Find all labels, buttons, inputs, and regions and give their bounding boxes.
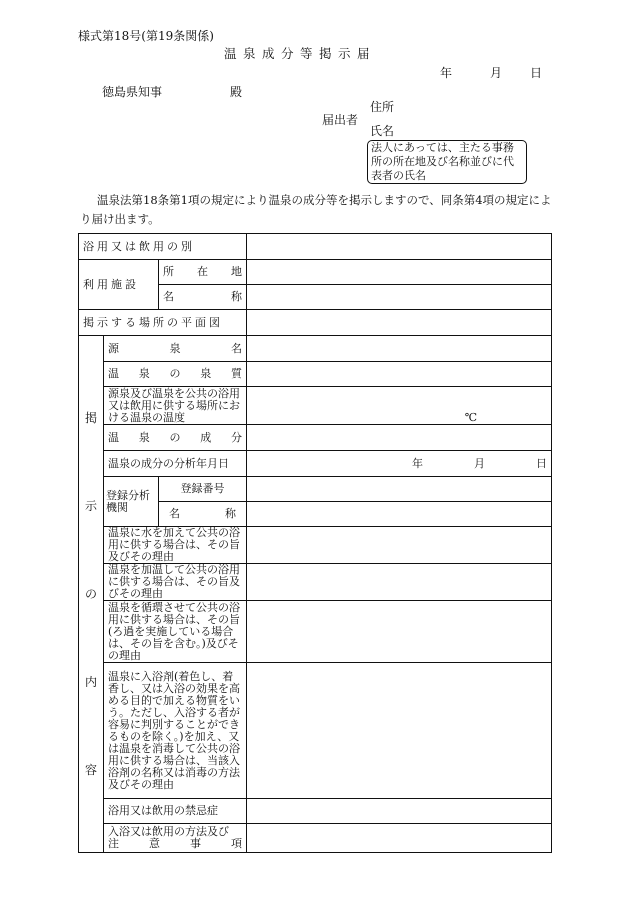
table-row bbox=[79, 824, 552, 853]
display-place-plan-label: 掲示する場所の平面図 bbox=[79, 310, 247, 336]
date-month: 月 bbox=[490, 66, 503, 80]
heated-field[interactable] bbox=[247, 564, 552, 601]
table-row bbox=[79, 564, 552, 601]
table-row bbox=[79, 527, 552, 564]
source-name-field[interactable] bbox=[247, 336, 552, 362]
celsius-unit: ℃ bbox=[464, 411, 477, 424]
bath-agent-field[interactable] bbox=[247, 663, 552, 799]
table-row bbox=[79, 663, 552, 799]
table-row bbox=[79, 310, 552, 336]
address-label: 住所 bbox=[370, 100, 395, 114]
registration-number-label: 登録番号 bbox=[159, 477, 247, 502]
date-year: 年 bbox=[440, 66, 453, 80]
bath-or-drink-label: 浴用又は飲用の別 bbox=[79, 234, 247, 260]
table-row bbox=[79, 336, 552, 362]
table-row bbox=[79, 425, 552, 451]
table-row bbox=[79, 799, 552, 824]
table-row bbox=[79, 387, 552, 425]
water-added-label: 温泉に水を加えて公共の浴用に供する場合は、その旨及びその理由 bbox=[104, 527, 247, 564]
method-notes-field[interactable] bbox=[247, 824, 552, 853]
table-row bbox=[79, 477, 552, 502]
source-name-label: 源 泉 名 bbox=[104, 336, 247, 362]
date-day: 日 bbox=[530, 66, 543, 80]
water-added-field[interactable] bbox=[247, 527, 552, 564]
circulated-field[interactable] bbox=[247, 601, 552, 663]
temperature-label: 源泉及び温泉を公共の浴用又は飲用に供する場所における温泉の温度 bbox=[104, 387, 247, 425]
applicant-label: 届出者 bbox=[322, 113, 359, 127]
corporate-note: 法人にあっては、主たる事務所の所在地及び名称並びに代表者の氏名 bbox=[367, 140, 527, 184]
facility-name-field[interactable] bbox=[247, 285, 552, 310]
temperature-field[interactable] bbox=[247, 387, 552, 425]
analysis-day: 日 bbox=[536, 456, 547, 470]
table-row bbox=[79, 451, 552, 477]
registered-agency-label: 登録分析機関 bbox=[104, 477, 159, 527]
bath-agent-label: 温泉に入浴剤(着色し、着香し、又は入浴の効果を高める目的で加える物質をいう。ただし、入浴する者が容易に判別することができるものを除く。)を加え、又は温泉を消毒して公共の浴用に供する場合は、当該入浴剤の名称又は消毒の方法及びその理由 bbox=[104, 663, 247, 799]
facility-location-label: 所 在 地 bbox=[159, 260, 247, 285]
registration-number-field[interactable] bbox=[247, 477, 552, 502]
contraindications-field[interactable] bbox=[247, 799, 552, 824]
analysis-date-label: 温泉の成分の分析年月日 bbox=[104, 451, 247, 477]
contraindications-label: 浴用又は飲用の禁忌症 bbox=[104, 799, 247, 824]
circulated-label: 温泉を循環させて公共の浴用に供する場合は、その旨(ろ過を実施している場合は、その旨を含む。)及びその理由 bbox=[104, 601, 247, 663]
analysis-month: 月 bbox=[474, 456, 485, 470]
content-label: 掲 示 の 内 容 bbox=[79, 336, 104, 853]
analysis-year: 年 bbox=[412, 456, 423, 470]
name-label: 氏名 bbox=[370, 124, 395, 138]
method-notes-label: 入浴又は飲用の方法及び 注 意 事 項 bbox=[104, 824, 247, 853]
notification-table bbox=[78, 233, 552, 853]
table-row bbox=[79, 234, 552, 260]
body-text: 温泉法第18条第1項の規定により温泉の成分等を掲示しますので、同条第4項の規定により届け出ます。 bbox=[80, 193, 552, 226]
table-row bbox=[79, 260, 552, 285]
table-row bbox=[79, 362, 552, 387]
components-field[interactable] bbox=[247, 425, 552, 451]
components-label: 温 泉 の 成 分 bbox=[104, 425, 247, 451]
spring-quality-field[interactable] bbox=[247, 362, 552, 387]
facility-location-field[interactable] bbox=[247, 260, 552, 285]
analysis-date-field[interactable] bbox=[247, 451, 552, 477]
display-place-plan-field[interactable] bbox=[247, 310, 552, 336]
honorific: 殿 bbox=[230, 85, 243, 99]
spring-quality-label: 温 泉 の 泉 質 bbox=[104, 362, 247, 387]
facility-label: 利用施設 bbox=[79, 260, 159, 310]
heated-label: 温泉を加温して公共の浴用に供する場合は、その旨及びその理由 bbox=[104, 564, 247, 601]
agency-name-field[interactable] bbox=[247, 502, 552, 527]
addressee: 徳島県知事 bbox=[102, 85, 163, 99]
form-title: 温泉成分等掲示届 bbox=[224, 46, 377, 61]
bath-or-drink-field[interactable] bbox=[247, 234, 552, 260]
form-number: 様式第18号(第19条関係) bbox=[78, 29, 214, 43]
submission-date bbox=[440, 64, 542, 81]
agency-name-label: 名 称 bbox=[159, 502, 247, 527]
facility-name-label: 名 称 bbox=[159, 285, 247, 310]
table-row bbox=[79, 601, 552, 663]
